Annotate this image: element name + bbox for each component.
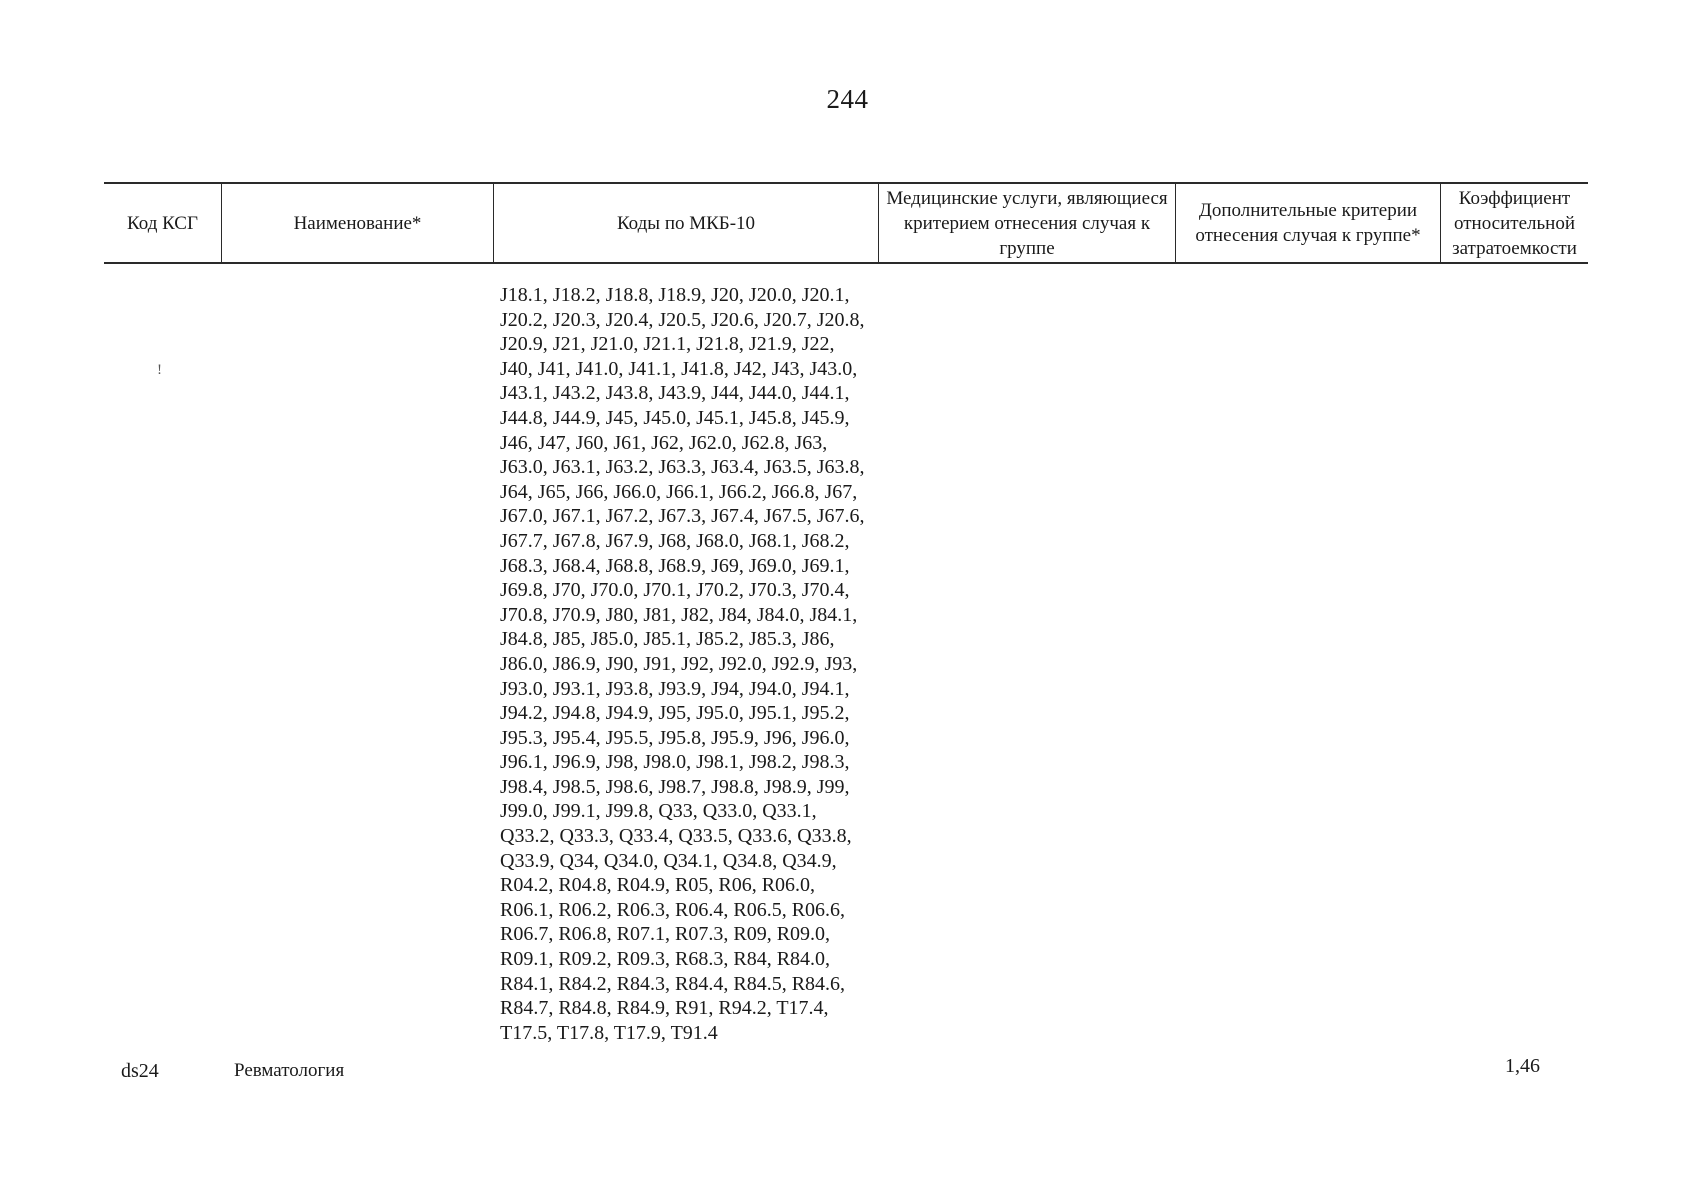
icd-codes-cell — [500, 283, 890, 1045]
icd-code-line: R09.1, R09.2, R09.3, R68.3, R84, R84.0, — [500, 948, 831, 971]
icd-code-line: J18.1, J18.2, J18.8, J18.9, J20, J20.0, J20.1, — [500, 284, 850, 306]
icd-code-line: R06.7, R06.8, R07.1, R07.3, R09, R09.0, — [500, 923, 831, 946]
stray-mark: ! — [157, 362, 162, 378]
icd-code-line: J20.9, J21, J21.0, J21.1, J21.8, J21.9, J22, — [500, 333, 835, 356]
header-icd-codes: Коды по МКБ-10 — [494, 184, 879, 262]
icd-code-line: J95.3, J95.4, J95.5, J95.8, J95.9, J96, J96.0, — [500, 726, 850, 749]
icd-code-line: J99.0, J99.1, J99.8, Q33, Q33.0, Q33.1, — [500, 800, 817, 823]
header-ksg-code: Код КСГ — [104, 184, 222, 262]
table-header — [104, 182, 1588, 264]
icd-code-line: J93.0, J93.1, J93.8, J93.9, J94, J94.0, J94.1, — [500, 677, 850, 700]
icd-code-line: R06.1, R06.2, R06.3, R06.4, R06.5, R06.6, — [500, 898, 846, 921]
icd-code-line: J98.4, J98.5, J98.6, J98.7, J98.8, J98.9, J99, — [500, 775, 850, 798]
icd-code-line: J63.0, J63.1, J63.2, J63.3, J63.4, J63.5, J63.8, — [500, 456, 865, 479]
icd-code-line: J44.8, J44.9, J45, J45.0, J45.1, J45.8, J45.9, — [500, 406, 850, 429]
page-number: 244 — [826, 84, 869, 114]
icd-code-line: J68.3, J68.4, J68.8, J68.9, J69, J69.0, J69.1, — [500, 554, 850, 577]
icd-code-line: Q33.2, Q33.3, Q33.4, Q33.5, Q33.6, Q33.8, — [500, 825, 852, 848]
icd-code-line: J20.2, J20.3, J20.4, J20.5, J20.6, J20.7, J20.8, — [500, 308, 865, 331]
icd-code-line: J67.7, J67.8, J67.9, J68, J68.0, J68.1, J68.2, — [500, 529, 850, 552]
icd-code-line: R84.7, R84.8, R84.9, R91, R94.2, T17.4, — [500, 997, 829, 1020]
icd-code-line: J64, J65, J66, J66.0, J66.1, J66.2, J66.8, J67, — [500, 480, 858, 503]
icd-code-line: J46, J47, J60, J61, J62, J62.0, J62.8, J63, — [500, 431, 828, 454]
header-coefficient: Коэффициент относительной затратоемкости — [1452, 187, 1577, 259]
icd-code-line: R84.1, R84.2, R84.3, R84.4, R84.5, R84.6, — [500, 972, 846, 995]
row-coefficient: 1,46 — [1505, 1055, 1540, 1077]
icd-code-line: J67.0, J67.1, J67.2, J67.3, J67.4, J67.5, J67.6, — [500, 505, 865, 528]
row-name: Ревматология — [234, 1060, 345, 1081]
icd-code-line: J96.1, J96.9, J98, J98.0, J98.1, J98.2, J98.3, — [500, 751, 850, 774]
icd-code-line: T17.5, T17.8, T17.9, T91.4 — [500, 1021, 718, 1044]
icd-code-line: R04.2, R04.8, R04.9, R05, R06, R06.0, — [500, 874, 816, 897]
icd-code-line: J94.2, J94.8, J94.9, J95, J95.0, J95.1, J95.2, — [500, 702, 850, 725]
row-ksg-code: ds24 — [121, 1060, 159, 1082]
header-medical-services: Медицинские услуги, являющиеся критерием отнесения случая к группе — [879, 184, 1176, 262]
icd-code-line: J70.8, J70.9, J80, J81, J82, J84, J84.0, J84.1, — [500, 603, 858, 626]
icd-code-line: J69.8, J70, J70.0, J70.1, J70.2, J70.3, J70.4, — [500, 579, 850, 602]
header-additional-criteria: Дополнительные критерии отнесения случая к группе* — [1176, 184, 1441, 262]
icd-code-line: J43.1, J43.2, J43.8, J43.9, J44, J44.0, J44.1, — [500, 382, 850, 405]
header-name: Наименование* — [222, 184, 494, 262]
icd-code-line: Q33.9, Q34, Q34.0, Q34.1, Q34.8, Q34.9, — [500, 849, 837, 872]
icd-code-line: J40, J41, J41.0, J41.1, J41.8, J42, J43, J43.0, — [500, 357, 858, 380]
icd-code-line: J86.0, J86.9, J90, J91, J92, J92.0, J92.9, J93, — [500, 652, 858, 675]
icd-code-line: J84.8, J85, J85.0, J85.1, J85.2, J85.3, J86, — [500, 628, 835, 651]
